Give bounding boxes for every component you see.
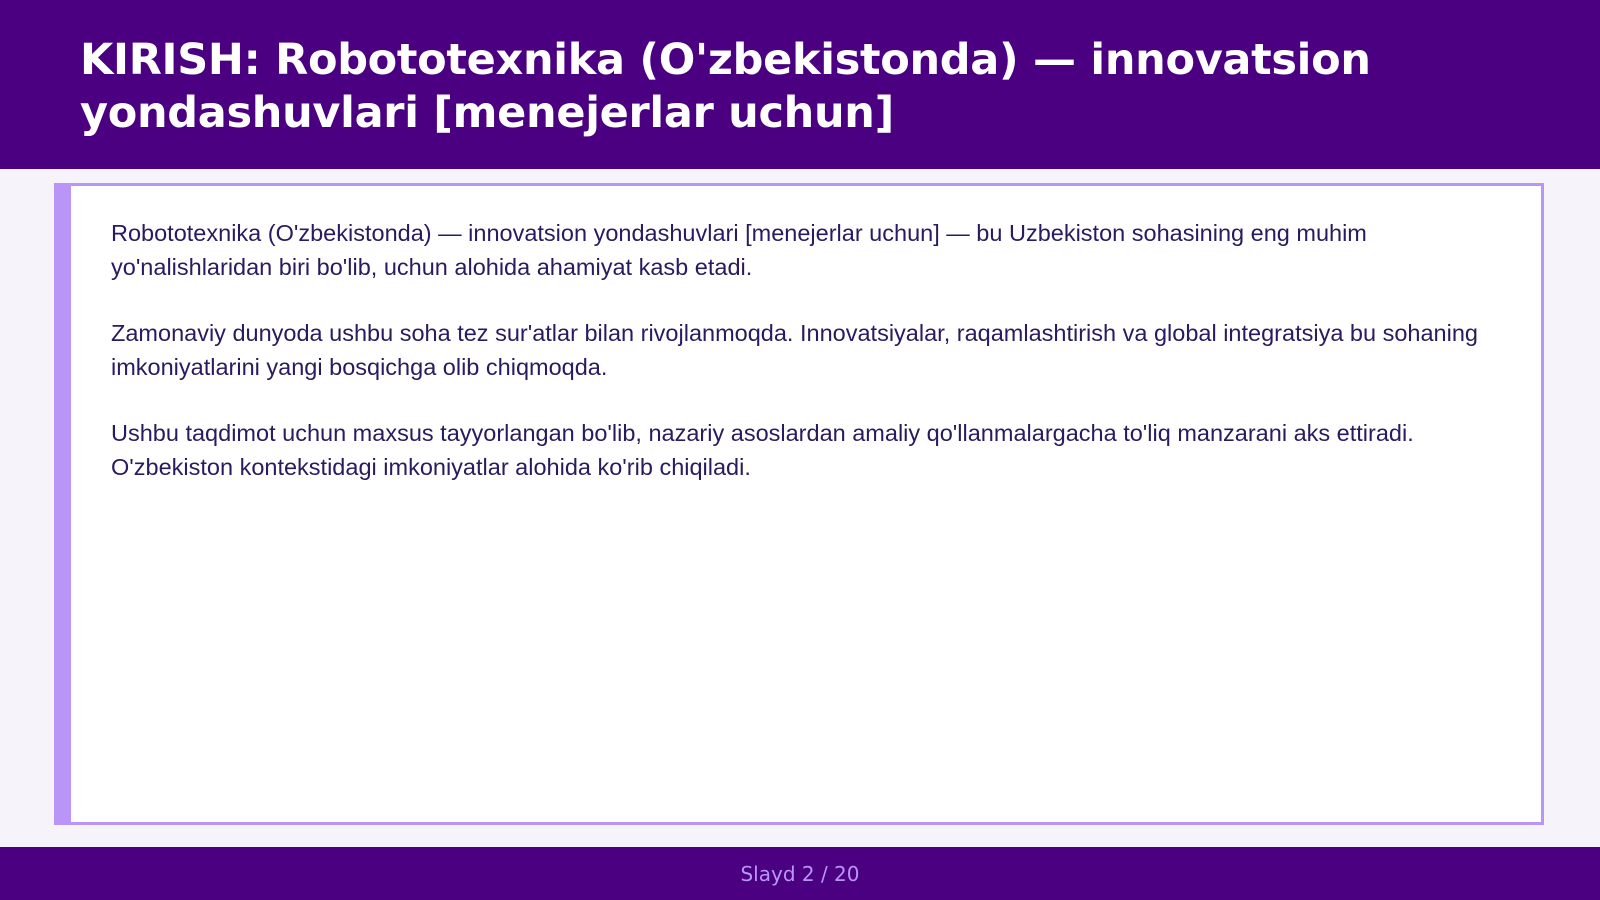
content-card <box>54 183 1544 825</box>
slide-counter: Slayd 2 / 20 <box>740 862 860 886</box>
slide-header <box>0 0 1600 169</box>
slide-title: KIRISH: Robototexnika (O'zbekistonda) — innovatsion yondashuvlari [menejerlar uchun] <box>80 35 1371 138</box>
intro-paragraph-3: Ushbu taqdimot uchun maxsus tayyorlangan bo'lib, nazariy asoslardan amaliy qo'llanmalargacha to'liq manzarani aks ettiradi. O'zbekiston kontekstidagi imkoniyatlar alohida ko'rib chiqiladi. <box>111 420 1414 480</box>
slide-footer <box>0 847 1600 900</box>
intro-paragraph-2: Zamonaviy dunyoda ushbu soha tez sur'atlar bilan rivojlanmoqda. Innovatsiyalar, raqamlashtirish va global integratsiya bu sohaning imkoniyatlarini yangi bosqichga olib chiqmoqda. <box>111 320 1478 380</box>
intro-paragraph-1: Robototexnika (O'zbekistonda) — innovatsion yondashuvlari [menejerlar uchun] — bu Uzbekiston sohasining eng muhim yo'nalishlaridan biri bo'lib, uchun alohida ahamiyat kasb etadi. <box>111 220 1367 280</box>
